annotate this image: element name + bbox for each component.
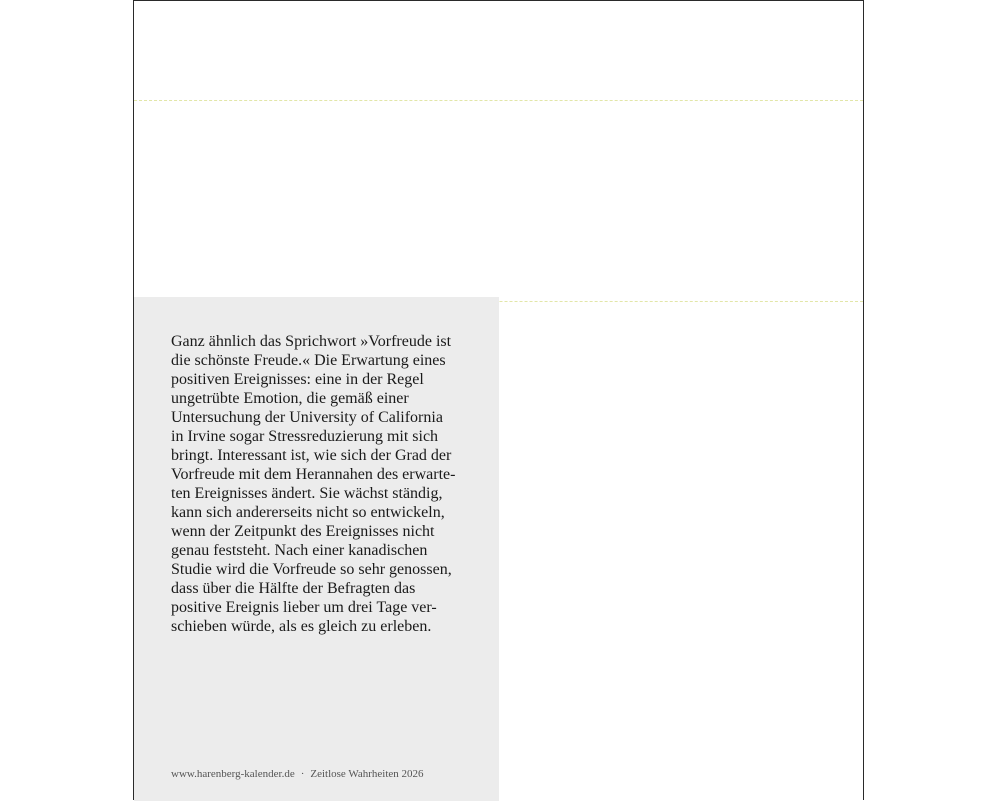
text-panel — [134, 297, 499, 801]
footer-publication: Zeitlose Wahrheiten 2026 — [310, 768, 424, 780]
footer-separator: · — [300, 768, 305, 780]
calendar-page — [133, 0, 864, 800]
body-paragraph: Ganz ähnlich das Sprichwort »Vorfreude ist die schönste Freude.« Die Erwartung eines positiven Ereignisses: eine in der Regel ungetrübte Emotion, die gemäß einer Untersuchung der University of California in Irvine sogar Stressreduzierung mit sich bringt. Interessant ist, wie sich der Grad der Vorfreude mit dem Herannahen des erwarte- ten Ereignisses ändert. Sie wächst ständig, kann sich andererseits nicht so entwickeln, wenn der Zeitpunkt des Ereignisses nicht genau feststeht. Nach einer kanadischen Studie wird die Vorfreude so sehr genossen, dass über die Hälfte der Befragten das positive Ereignis lieber um drei Tage ver- schieben würde, als es gleich zu erleben. — [171, 333, 456, 635]
fold-line-top — [134, 100, 863, 101]
page-footer — [171, 768, 424, 780]
footer-website: www.harenberg-kalender.de — [171, 768, 295, 780]
